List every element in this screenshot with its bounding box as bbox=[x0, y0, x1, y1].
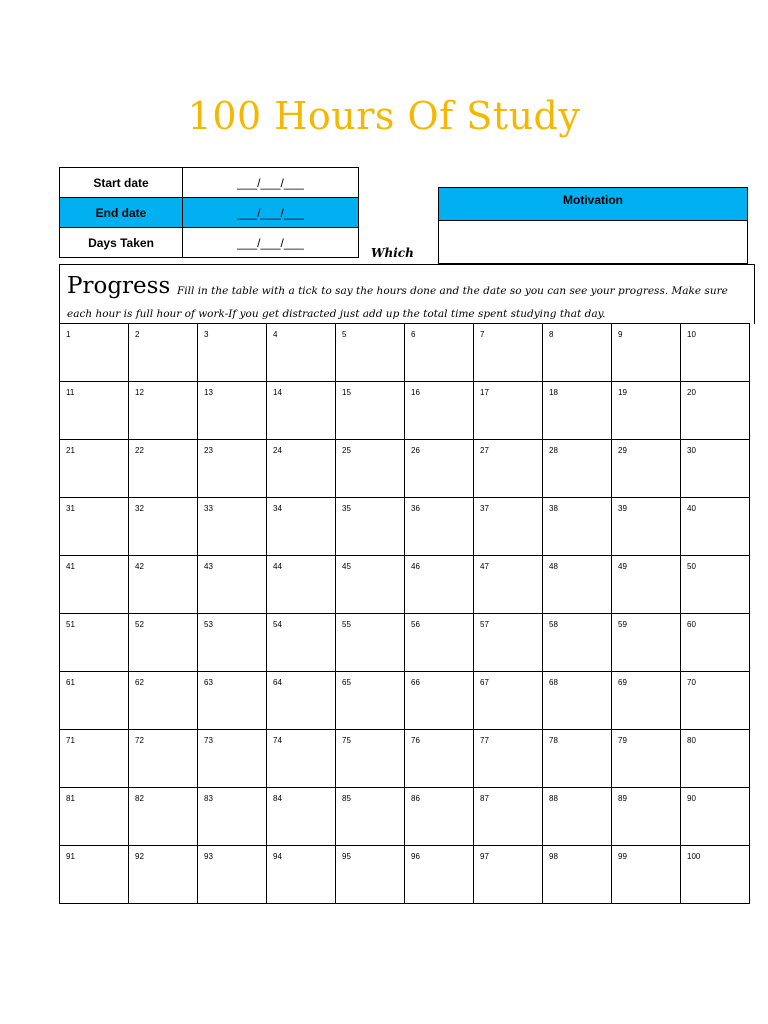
hour-cell[interactable] bbox=[336, 846, 405, 904]
hour-number: 37 bbox=[480, 504, 489, 513]
hour-cell[interactable] bbox=[681, 614, 750, 672]
hour-cell[interactable] bbox=[267, 614, 336, 672]
hour-number: 76 bbox=[411, 736, 420, 745]
hour-cell[interactable] bbox=[405, 556, 474, 614]
hour-cell[interactable] bbox=[474, 556, 543, 614]
hour-number: 78 bbox=[549, 736, 558, 745]
start-date-field[interactable]: ___/___/___ bbox=[183, 168, 359, 198]
hour-cell[interactable] bbox=[129, 382, 198, 440]
hour-cell[interactable] bbox=[543, 324, 612, 382]
hours-row bbox=[60, 730, 750, 788]
hour-number: 83 bbox=[204, 794, 213, 803]
hour-cell[interactable] bbox=[336, 324, 405, 382]
hour-number: 19 bbox=[618, 388, 627, 397]
hour-cell[interactable] bbox=[474, 324, 543, 382]
hour-number: 51 bbox=[66, 620, 75, 629]
hour-cell[interactable] bbox=[267, 324, 336, 382]
hour-number: 90 bbox=[687, 794, 696, 803]
hour-number: 25 bbox=[342, 446, 351, 455]
hour-cell[interactable] bbox=[267, 556, 336, 614]
hour-number: 91 bbox=[66, 852, 75, 861]
hour-cell[interactable] bbox=[129, 672, 198, 730]
hour-number: 80 bbox=[687, 736, 696, 745]
hour-number: 97 bbox=[480, 852, 489, 861]
hour-cell[interactable] bbox=[129, 846, 198, 904]
hour-cell[interactable] bbox=[681, 672, 750, 730]
hour-number: 31 bbox=[66, 504, 75, 513]
hour-cell[interactable] bbox=[267, 440, 336, 498]
hour-cell[interactable] bbox=[129, 788, 198, 846]
hour-cell[interactable] bbox=[612, 498, 681, 556]
progress-title: Progress bbox=[67, 273, 171, 299]
hour-number: 28 bbox=[549, 446, 558, 455]
hour-cell[interactable] bbox=[267, 846, 336, 904]
hour-number: 89 bbox=[618, 794, 627, 803]
hour-number: 6 bbox=[411, 330, 416, 339]
hour-number: 42 bbox=[135, 562, 144, 571]
hour-cell[interactable] bbox=[405, 324, 474, 382]
hour-number: 8 bbox=[549, 330, 554, 339]
hour-cell[interactable] bbox=[267, 730, 336, 788]
hour-cell[interactable] bbox=[60, 730, 129, 788]
hour-number: 20 bbox=[687, 388, 696, 397]
hour-cell[interactable] bbox=[681, 382, 750, 440]
hour-cell[interactable] bbox=[474, 382, 543, 440]
hour-number: 40 bbox=[687, 504, 696, 513]
hour-cell[interactable] bbox=[336, 788, 405, 846]
hour-number: 93 bbox=[204, 852, 213, 861]
hour-cell[interactable] bbox=[543, 672, 612, 730]
days-taken-row bbox=[60, 228, 359, 258]
hour-number: 39 bbox=[618, 504, 627, 513]
end-date-label: End date bbox=[60, 198, 183, 228]
hour-cell[interactable] bbox=[336, 382, 405, 440]
hour-cell[interactable] bbox=[129, 614, 198, 672]
hour-number: 81 bbox=[66, 794, 75, 803]
motivation-field[interactable] bbox=[439, 221, 747, 263]
hour-number: 99 bbox=[618, 852, 627, 861]
hour-cell[interactable] bbox=[129, 324, 198, 382]
hour-number: 69 bbox=[618, 678, 627, 687]
hour-number: 38 bbox=[549, 504, 558, 513]
hour-number: 22 bbox=[135, 446, 144, 455]
hour-number: 74 bbox=[273, 736, 282, 745]
progress-description: Fill in the table with a tick to say the hours done and the date so you can see your progress. Make sure each hour is full hour of work-If you get distracted just add up the total time spent studying that day. bbox=[67, 285, 728, 320]
hour-cell[interactable] bbox=[612, 672, 681, 730]
hour-number: 77 bbox=[480, 736, 489, 745]
hour-number: 45 bbox=[342, 562, 351, 571]
hour-number: 84 bbox=[273, 794, 282, 803]
hour-number: 64 bbox=[273, 678, 282, 687]
hours-row bbox=[60, 788, 750, 846]
hours-row bbox=[60, 556, 750, 614]
hour-number: 9 bbox=[618, 330, 623, 339]
hour-cell[interactable] bbox=[198, 730, 267, 788]
hour-cell[interactable] bbox=[198, 614, 267, 672]
hour-number: 62 bbox=[135, 678, 144, 687]
hour-cell[interactable] bbox=[474, 498, 543, 556]
hour-cell[interactable] bbox=[336, 556, 405, 614]
hour-cell[interactable] bbox=[474, 846, 543, 904]
hour-cell[interactable] bbox=[681, 788, 750, 846]
hour-cell[interactable] bbox=[405, 846, 474, 904]
hour-cell[interactable] bbox=[60, 382, 129, 440]
hour-cell[interactable] bbox=[474, 440, 543, 498]
hour-number: 60 bbox=[687, 620, 696, 629]
hour-cell[interactable] bbox=[198, 846, 267, 904]
hour-number: 12 bbox=[135, 388, 144, 397]
hour-number: 65 bbox=[342, 678, 351, 687]
hour-number: 49 bbox=[618, 562, 627, 571]
hour-cell[interactable] bbox=[543, 846, 612, 904]
hour-cell[interactable] bbox=[543, 498, 612, 556]
hour-cell[interactable] bbox=[612, 730, 681, 788]
hour-cell[interactable] bbox=[405, 614, 474, 672]
hour-number: 10 bbox=[687, 330, 696, 339]
hour-cell[interactable] bbox=[60, 788, 129, 846]
hour-number: 32 bbox=[135, 504, 144, 513]
hour-number: 53 bbox=[204, 620, 213, 629]
hour-cell[interactable] bbox=[60, 672, 129, 730]
hour-cell[interactable] bbox=[612, 382, 681, 440]
hour-number: 21 bbox=[66, 446, 75, 455]
progress-header bbox=[59, 264, 755, 324]
hour-number: 92 bbox=[135, 852, 144, 861]
hour-number: 1 bbox=[66, 330, 71, 339]
hour-cell[interactable] bbox=[267, 382, 336, 440]
hours-row bbox=[60, 440, 750, 498]
hour-number: 61 bbox=[66, 678, 75, 687]
hour-number: 63 bbox=[204, 678, 213, 687]
start-date-label: Start date bbox=[60, 168, 183, 198]
hour-cell[interactable] bbox=[474, 672, 543, 730]
hour-cell[interactable] bbox=[681, 324, 750, 382]
hour-cell[interactable] bbox=[198, 672, 267, 730]
hours-row bbox=[60, 324, 750, 382]
start-date-row bbox=[60, 168, 359, 198]
hour-number: 17 bbox=[480, 388, 489, 397]
hour-cell[interactable] bbox=[405, 440, 474, 498]
hour-number: 14 bbox=[273, 388, 282, 397]
hour-number: 16 bbox=[411, 388, 420, 397]
hour-number: 73 bbox=[204, 736, 213, 745]
hour-number: 71 bbox=[66, 736, 75, 745]
hour-number: 66 bbox=[411, 678, 420, 687]
hours-row bbox=[60, 614, 750, 672]
hour-cell[interactable] bbox=[543, 614, 612, 672]
hour-number: 18 bbox=[549, 388, 558, 397]
hour-number: 5 bbox=[342, 330, 347, 339]
which-text: Which bbox=[371, 246, 414, 260]
hour-number: 59 bbox=[618, 620, 627, 629]
hour-cell[interactable] bbox=[612, 556, 681, 614]
hour-cell[interactable] bbox=[681, 730, 750, 788]
hour-number: 72 bbox=[135, 736, 144, 745]
motivation-header: Motivation bbox=[439, 188, 747, 221]
hour-number: 15 bbox=[342, 388, 351, 397]
hour-cell[interactable] bbox=[405, 788, 474, 846]
hours-grid bbox=[59, 323, 750, 904]
hour-number: 26 bbox=[411, 446, 420, 455]
hour-cell[interactable] bbox=[60, 440, 129, 498]
hour-cell[interactable] bbox=[405, 382, 474, 440]
hour-cell[interactable] bbox=[612, 846, 681, 904]
hour-number: 54 bbox=[273, 620, 282, 629]
end-date-row bbox=[60, 198, 359, 228]
hour-cell[interactable] bbox=[405, 498, 474, 556]
hour-number: 95 bbox=[342, 852, 351, 861]
hour-cell[interactable] bbox=[129, 440, 198, 498]
hour-cell[interactable] bbox=[198, 440, 267, 498]
hour-cell[interactable] bbox=[198, 556, 267, 614]
hour-cell[interactable] bbox=[60, 324, 129, 382]
hour-number: 100 bbox=[687, 852, 701, 861]
hour-cell[interactable] bbox=[474, 614, 543, 672]
hour-cell[interactable] bbox=[267, 672, 336, 730]
hour-number: 75 bbox=[342, 736, 351, 745]
hours-row bbox=[60, 382, 750, 440]
days-taken-field[interactable]: ___/___/___ bbox=[183, 228, 359, 258]
hour-number: 43 bbox=[204, 562, 213, 571]
hour-number: 52 bbox=[135, 620, 144, 629]
hour-cell[interactable] bbox=[543, 440, 612, 498]
hour-number: 56 bbox=[411, 620, 420, 629]
hour-cell[interactable] bbox=[60, 498, 129, 556]
hour-number: 35 bbox=[342, 504, 351, 513]
hour-number: 86 bbox=[411, 794, 420, 803]
hour-number: 47 bbox=[480, 562, 489, 571]
hour-number: 87 bbox=[480, 794, 489, 803]
hour-number: 34 bbox=[273, 504, 282, 513]
hours-row bbox=[60, 846, 750, 904]
hour-cell[interactable] bbox=[474, 730, 543, 788]
hour-number: 70 bbox=[687, 678, 696, 687]
hours-row bbox=[60, 672, 750, 730]
hour-number: 29 bbox=[618, 446, 627, 455]
hour-cell[interactable] bbox=[405, 730, 474, 788]
hour-cell[interactable] bbox=[198, 324, 267, 382]
hour-number: 67 bbox=[480, 678, 489, 687]
hour-cell[interactable] bbox=[543, 730, 612, 788]
hour-cell[interactable] bbox=[336, 730, 405, 788]
hour-cell[interactable] bbox=[198, 382, 267, 440]
hour-number: 2 bbox=[135, 330, 140, 339]
hour-number: 57 bbox=[480, 620, 489, 629]
hour-number: 68 bbox=[549, 678, 558, 687]
hours-row bbox=[60, 498, 750, 556]
hour-cell[interactable] bbox=[336, 672, 405, 730]
hour-number: 24 bbox=[273, 446, 282, 455]
dates-table bbox=[59, 167, 359, 258]
hour-cell[interactable] bbox=[336, 440, 405, 498]
hour-number: 50 bbox=[687, 562, 696, 571]
hour-number: 46 bbox=[411, 562, 420, 571]
hour-number: 98 bbox=[549, 852, 558, 861]
hour-number: 48 bbox=[549, 562, 558, 571]
hour-number: 96 bbox=[411, 852, 420, 861]
hour-number: 36 bbox=[411, 504, 420, 513]
hour-number: 79 bbox=[618, 736, 627, 745]
page-title: 100 Hours Of Study bbox=[187, 94, 581, 138]
hour-cell[interactable] bbox=[129, 556, 198, 614]
hour-number: 44 bbox=[273, 562, 282, 571]
hour-cell[interactable] bbox=[198, 498, 267, 556]
hour-cell[interactable] bbox=[405, 672, 474, 730]
hour-cell[interactable] bbox=[543, 788, 612, 846]
hour-number: 55 bbox=[342, 620, 351, 629]
hour-number: 88 bbox=[549, 794, 558, 803]
hour-number: 33 bbox=[204, 504, 213, 513]
hour-cell[interactable] bbox=[543, 382, 612, 440]
hour-cell[interactable] bbox=[612, 788, 681, 846]
hour-cell[interactable] bbox=[543, 556, 612, 614]
hour-number: 3 bbox=[204, 330, 209, 339]
hour-number: 82 bbox=[135, 794, 144, 803]
hour-number: 23 bbox=[204, 446, 213, 455]
hour-cell[interactable] bbox=[612, 614, 681, 672]
hour-number: 41 bbox=[66, 562, 75, 571]
hour-cell[interactable] bbox=[336, 614, 405, 672]
hour-cell[interactable] bbox=[681, 498, 750, 556]
hour-cell[interactable] bbox=[129, 730, 198, 788]
hour-number: 27 bbox=[480, 446, 489, 455]
days-taken-label: Days Taken bbox=[60, 228, 183, 258]
hour-cell[interactable] bbox=[129, 498, 198, 556]
hour-cell[interactable] bbox=[612, 324, 681, 382]
hour-cell[interactable] bbox=[681, 556, 750, 614]
motivation-box bbox=[438, 187, 748, 264]
hour-cell[interactable] bbox=[60, 614, 129, 672]
hour-number: 58 bbox=[549, 620, 558, 629]
hour-number: 4 bbox=[273, 330, 278, 339]
hour-cell[interactable] bbox=[681, 846, 750, 904]
hour-cell[interactable] bbox=[474, 788, 543, 846]
hour-cell[interactable] bbox=[612, 440, 681, 498]
hour-cell[interactable] bbox=[336, 498, 405, 556]
end-date-field[interactable]: ___/___/___ bbox=[183, 198, 359, 228]
hour-number: 13 bbox=[204, 388, 213, 397]
hour-number: 30 bbox=[687, 446, 696, 455]
hour-cell[interactable] bbox=[60, 846, 129, 904]
hour-cell[interactable] bbox=[267, 498, 336, 556]
hour-cell[interactable] bbox=[60, 556, 129, 614]
hour-cell[interactable] bbox=[267, 788, 336, 846]
hour-cell[interactable] bbox=[198, 788, 267, 846]
hour-number: 7 bbox=[480, 330, 485, 339]
hour-number: 94 bbox=[273, 852, 282, 861]
hour-number: 85 bbox=[342, 794, 351, 803]
hour-number: 11 bbox=[66, 388, 75, 397]
hour-cell[interactable] bbox=[681, 440, 750, 498]
